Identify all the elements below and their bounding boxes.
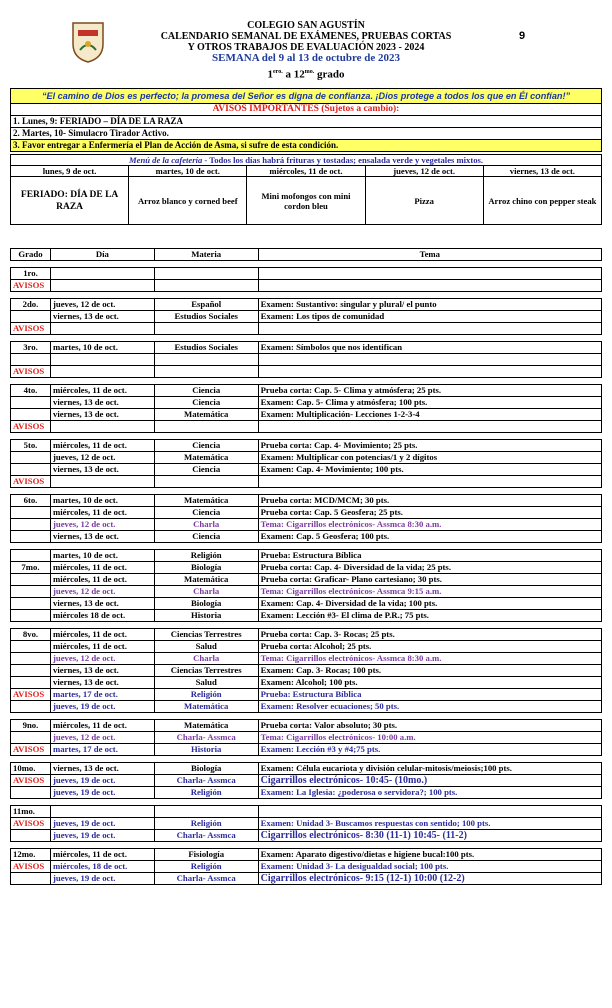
subject-cell: Ciencia bbox=[154, 440, 258, 452]
subject-cell: Charla- Assmca bbox=[154, 873, 258, 885]
school-name: COLEGIO SAN AGUSTÍN bbox=[247, 20, 365, 31]
day-cell bbox=[50, 354, 154, 366]
scripture-quote: “El camino de Dios es perfecto; la promesa del Señor es digna de confianza. ¡Dios protege a todos los que en Él confían!” bbox=[10, 88, 602, 104]
topic-cell: Examen: Cap. 5- Clima y atmósfera; 100 pts. bbox=[258, 397, 601, 409]
topic-cell bbox=[258, 323, 601, 335]
subject-cell: Charla bbox=[154, 653, 258, 665]
topic-cell: Examen: La Iglesia: ¿poderosa o servidora?; 100 pts. bbox=[258, 787, 601, 799]
grade-label bbox=[11, 531, 51, 543]
menu-day: viernes, 13 de oct. bbox=[483, 166, 601, 177]
avisos-label: AVISOS bbox=[11, 775, 51, 787]
topic-cell: Examen: Resolver ecuaciones; 50 pts. bbox=[258, 701, 601, 713]
header-grade-range: $1^{ero.}$ a $12^{mo.}$ grado bbox=[267, 68, 345, 81]
grade-label bbox=[11, 464, 51, 476]
exam-schedule-table bbox=[10, 248, 602, 885]
topic-cell: Examen: Unidad 3- Buscamos respuestas con sentido; 100 pts. bbox=[258, 818, 601, 830]
avisos-label: AVISOS bbox=[11, 280, 51, 292]
day-cell: martes, 17 de oct. bbox=[50, 744, 154, 756]
grade-label bbox=[11, 641, 51, 653]
subject-cell: Biología bbox=[154, 562, 258, 574]
day-cell: miércoles, 11 de oct. bbox=[50, 849, 154, 861]
subject-cell: Charla- Assmca bbox=[154, 830, 258, 842]
column-header: Día bbox=[50, 249, 154, 261]
day-cell: viernes, 13 de oct. bbox=[50, 409, 154, 421]
subject-cell: Charla- Assmca bbox=[154, 775, 258, 787]
day-cell: viernes, 13 de oct. bbox=[50, 598, 154, 610]
grade-label bbox=[11, 598, 51, 610]
row-spacer bbox=[11, 488, 602, 495]
row-spacer bbox=[11, 378, 602, 385]
subject-cell bbox=[154, 354, 258, 366]
row-spacer bbox=[11, 713, 602, 720]
topic-cell: Examen: Cap. 4- Diversidad de la vida; 100 pts. bbox=[258, 598, 601, 610]
row-spacer bbox=[11, 261, 602, 268]
subject-cell: Religión bbox=[154, 787, 258, 799]
topic-cell: Examen: Símbolos que nos identifican bbox=[258, 342, 601, 354]
day-cell: martes, 10 de oct. bbox=[50, 550, 154, 562]
grade-label: 5to. bbox=[11, 440, 51, 452]
topic-cell: Examen: Cap. 5 Geosfera; 100 pts. bbox=[258, 531, 601, 543]
grade-label: 9no. bbox=[11, 720, 51, 732]
day-cell: jueves, 19 de oct. bbox=[50, 818, 154, 830]
grade-label bbox=[11, 787, 51, 799]
header-line-2: Y OTROS TRABAJOS DE EVALUACIÓN 2023 - 2024 bbox=[187, 42, 425, 53]
topic-cell: Tema: Cigarrillos electrónicos- Assmca 8:30 a.m. bbox=[258, 653, 601, 665]
row-spacer bbox=[11, 335, 602, 342]
subject-cell: Ciencia bbox=[154, 385, 258, 397]
grade-label: 4to. bbox=[11, 385, 51, 397]
topic-cell bbox=[258, 354, 601, 366]
topic-cell: Examen: Los tipos de comunidad bbox=[258, 311, 601, 323]
subject-cell bbox=[154, 323, 258, 335]
row-spacer bbox=[11, 756, 602, 763]
grade-label bbox=[11, 677, 51, 689]
subject-cell: Matemática bbox=[154, 409, 258, 421]
grade-label bbox=[11, 653, 51, 665]
subject-cell: Matemática bbox=[154, 495, 258, 507]
topic-cell: Examen: Sustantivo: singular y plural/ el punto bbox=[258, 299, 601, 311]
day-cell: jueves, 12 de oct. bbox=[50, 452, 154, 464]
grade-label bbox=[11, 665, 51, 677]
subject-cell: Matemática bbox=[154, 701, 258, 713]
topic-cell: Examen: Multiplicar con potencias/1 y 2 dígitos bbox=[258, 452, 601, 464]
subject-cell bbox=[154, 280, 258, 292]
avisos-label: AVISOS bbox=[11, 421, 51, 433]
topic-cell: Examen: Lección #3 y #4;75 pts. bbox=[258, 744, 601, 756]
subject-cell: Charla bbox=[154, 519, 258, 531]
grade-label bbox=[11, 452, 51, 464]
day-cell: jueves, 12 de oct. bbox=[50, 732, 154, 744]
subject-cell: Estudios Sociales bbox=[154, 342, 258, 354]
subject-cell: Ciencias Terrestres bbox=[154, 665, 258, 677]
avisos-label: AVISOS bbox=[11, 689, 51, 701]
subject-cell: Biología bbox=[154, 598, 258, 610]
grade-label: 1ro. bbox=[11, 268, 51, 280]
day-cell: viernes, 13 de oct. bbox=[50, 311, 154, 323]
grade-label bbox=[11, 873, 51, 885]
day-cell: martes, 10 de oct. bbox=[50, 342, 154, 354]
topic-cell: Examen: Alcohol; 100 pts. bbox=[258, 677, 601, 689]
day-cell: jueves, 12 de oct. bbox=[50, 519, 154, 531]
subject-cell: Historia bbox=[154, 744, 258, 756]
day-cell: viernes, 13 de oct. bbox=[50, 665, 154, 677]
day-cell: jueves, 19 de oct. bbox=[50, 775, 154, 787]
subject-cell: Español bbox=[154, 299, 258, 311]
topic-cell: Tema: Cigarrillos electrónicos- Assmca 9:15 a.m. bbox=[258, 586, 601, 598]
subject-cell bbox=[154, 421, 258, 433]
topic-cell: Cigarrillos electrónicos- 8:30 (11-1) 10:45- (11-2) bbox=[258, 830, 601, 842]
grade-label bbox=[11, 574, 51, 586]
subject-cell: Matemática bbox=[154, 720, 258, 732]
grade-label bbox=[11, 830, 51, 842]
day-cell bbox=[50, 806, 154, 818]
day-cell: viernes, 13 de oct. bbox=[50, 464, 154, 476]
topic-cell bbox=[258, 268, 601, 280]
day-cell bbox=[50, 366, 154, 378]
column-header: Materia bbox=[154, 249, 258, 261]
avisos-label: AVISOS bbox=[11, 323, 51, 335]
grade-label bbox=[11, 354, 51, 366]
topic-cell: Prueba corta: Graficar- Plano cartesiano; 30 pts. bbox=[258, 574, 601, 586]
menu-meal: Arroz chino con pepper steak bbox=[483, 177, 601, 225]
topic-cell: Examen: Cap. 3- Rocas; 100 pts. bbox=[258, 665, 601, 677]
column-header: Tema bbox=[258, 249, 601, 261]
aviso-item: 3. Favor entregar a Enfermería el Plan de Acción de Asma, si sufre de esta condición. bbox=[11, 140, 602, 152]
topic-cell bbox=[258, 421, 601, 433]
topic-cell: Tema: Cigarrillos electrónicos- 10:00 a.m. bbox=[258, 732, 601, 744]
subject-cell: Matemática bbox=[154, 452, 258, 464]
grade-label bbox=[11, 311, 51, 323]
day-cell bbox=[50, 476, 154, 488]
grade-label bbox=[11, 519, 51, 531]
topic-cell: Examen: Lección #3- El clima de P.R.; 75 pts. bbox=[258, 610, 601, 622]
grade-label: 2do. bbox=[11, 299, 51, 311]
day-cell: miércoles, 11 de oct. bbox=[50, 720, 154, 732]
avisos-importantes-title: AVISOS IMPORTANTES (Sujetos a cambio): bbox=[11, 104, 602, 116]
column-header: Grado bbox=[11, 249, 51, 261]
day-cell bbox=[50, 323, 154, 335]
aviso-item: 1. Lunes, 9: FERIADO – DÍA DE LA RAZA bbox=[11, 116, 602, 128]
grade-label bbox=[11, 701, 51, 713]
subject-cell: Charla bbox=[154, 586, 258, 598]
day-cell: viernes, 13 de oct. bbox=[50, 763, 154, 775]
menu-day: lunes, 9 de oct. bbox=[11, 166, 129, 177]
topic-cell: Prueba corta: Cap. 5 Geosfera; 25 pts. bbox=[258, 507, 601, 519]
subject-cell: Ciencia bbox=[154, 531, 258, 543]
grade-label: 11mo. bbox=[11, 806, 51, 818]
day-cell bbox=[50, 421, 154, 433]
grade-label: 10mo. bbox=[11, 763, 51, 775]
row-spacer bbox=[11, 842, 602, 849]
day-cell: miércoles, 11 de oct. bbox=[50, 574, 154, 586]
topic-cell bbox=[258, 806, 601, 818]
subject-cell: Biología bbox=[154, 763, 258, 775]
day-cell: miércoles, 11 de oct. bbox=[50, 562, 154, 574]
day-cell: viernes, 13 de oct. bbox=[50, 397, 154, 409]
page-number: 9 bbox=[519, 30, 526, 42]
subject-cell: Charla- Assmca bbox=[154, 732, 258, 744]
avisos-label: AVISOS bbox=[11, 476, 51, 488]
avisos-label: AVISOS bbox=[11, 744, 51, 756]
day-cell: miércoles, 11 de oct. bbox=[50, 629, 154, 641]
day-cell: miércoles, 11 de oct. bbox=[50, 440, 154, 452]
day-cell: miércoles, 18 de oct. bbox=[50, 861, 154, 873]
subject-cell: Salud bbox=[154, 677, 258, 689]
day-cell: viernes, 13 de oct. bbox=[50, 677, 154, 689]
document-header bbox=[0, 0, 612, 84]
row-spacer bbox=[11, 799, 602, 806]
avisos-label: AVISOS bbox=[11, 818, 51, 830]
subject-cell: Religión bbox=[154, 818, 258, 830]
day-cell bbox=[50, 268, 154, 280]
topic-cell: Examen: Célula eucariota y división celular-mitosis/meiosis;100 pts. bbox=[258, 763, 601, 775]
subject-cell: Ciencia bbox=[154, 507, 258, 519]
topic-cell: Examen: Aparato digestivo/dietas e higiene bucal:100 pts. bbox=[258, 849, 601, 861]
row-spacer bbox=[11, 543, 602, 550]
day-cell: jueves, 19 de oct. bbox=[50, 830, 154, 842]
menu-title: Menú de la cafetería - Todos los días habrá frituras y tostadas; ensalada verde y vegetales mixtos. bbox=[11, 155, 602, 166]
grade-label: 7mo. bbox=[11, 562, 51, 574]
day-cell: viernes, 13 de oct. bbox=[50, 531, 154, 543]
day-cell: martes, 17 de oct. bbox=[50, 689, 154, 701]
topic-cell: Prueba corta: Alcohol; 25 pts. bbox=[258, 641, 601, 653]
menu-meal: Mini mofongos con mini cordon bleu bbox=[247, 177, 365, 225]
subject-cell: Salud bbox=[154, 641, 258, 653]
menu-day: miércoles, 11 de oct. bbox=[247, 166, 365, 177]
menu-meal: Arroz blanco y corned beef bbox=[129, 177, 247, 225]
day-cell: jueves, 12 de oct. bbox=[50, 299, 154, 311]
avisos-importantes-box bbox=[10, 103, 602, 152]
subject-cell: Religión bbox=[154, 689, 258, 701]
subject-cell: Matemática bbox=[154, 574, 258, 586]
topic-cell: Examen: Cap. 4- Movimiento; 100 pts. bbox=[258, 464, 601, 476]
day-cell: jueves, 19 de oct. bbox=[50, 787, 154, 799]
topic-cell: Prueba corta: MCD/MCM; 30 pts. bbox=[258, 495, 601, 507]
topic-cell: Prueba corta: Cap. 3- Rocas; 25 pts. bbox=[258, 629, 601, 641]
topic-cell bbox=[258, 366, 601, 378]
topic-cell: Examen: Unidad 3- La desigualdad social; 100 pts. bbox=[258, 861, 601, 873]
topic-cell: Prueba corta: Cap. 4- Diversidad de la vida; 25 pts. bbox=[258, 562, 601, 574]
subject-cell: Fisiología bbox=[154, 849, 258, 861]
subject-cell: Ciencia bbox=[154, 464, 258, 476]
grade-label bbox=[11, 409, 51, 421]
topic-cell: Cigarrillos electrónicos- 10:45- (10mo.) bbox=[258, 775, 601, 787]
grade-label: 8vo. bbox=[11, 629, 51, 641]
subject-cell: Ciencias Terrestres bbox=[154, 629, 258, 641]
topic-cell: Prueba: Estructura Bíblica bbox=[258, 689, 601, 701]
day-cell: miércoles, 11 de oct. bbox=[50, 507, 154, 519]
subject-cell: Historia bbox=[154, 610, 258, 622]
menu-meal: Pizza bbox=[365, 177, 483, 225]
subject-cell: Ciencia bbox=[154, 397, 258, 409]
grade-label bbox=[11, 507, 51, 519]
grade-label bbox=[11, 732, 51, 744]
subject-cell: Religión bbox=[154, 550, 258, 562]
day-cell: martes, 10 de oct. bbox=[50, 495, 154, 507]
aviso-item: 2. Martes, 10- Simulacro Tirador Activo. bbox=[11, 128, 602, 140]
day-cell: jueves, 19 de oct. bbox=[50, 701, 154, 713]
menu-day: jueves, 12 de oct. bbox=[365, 166, 483, 177]
grade-label: 12mo. bbox=[11, 849, 51, 861]
day-cell bbox=[50, 280, 154, 292]
day-cell: jueves, 19 de oct. bbox=[50, 873, 154, 885]
topic-cell: Prueba: Estructura Bíblica bbox=[258, 550, 601, 562]
menu-day: martes, 10 de oct. bbox=[129, 166, 247, 177]
header-week: SEMANA del 9 al 13 de octubre de 2023 bbox=[211, 52, 401, 64]
topic-cell bbox=[258, 280, 601, 292]
cafeteria-menu bbox=[10, 154, 602, 225]
row-spacer bbox=[11, 622, 602, 629]
row-spacer bbox=[11, 292, 602, 299]
day-cell: miércoles, 11 de oct. bbox=[50, 641, 154, 653]
topic-cell: Examen: Multiplicación- Lecciones 1-2-3-4 bbox=[258, 409, 601, 421]
grade-label bbox=[11, 397, 51, 409]
topic-cell: Prueba corta: Cap. 5- Clima y atmósfera; 25 pts. bbox=[258, 385, 601, 397]
topic-cell: Cigarrillos electrónicos- 9:15 (12-1) 10:00 (12-2) bbox=[258, 873, 601, 885]
topic-cell bbox=[258, 476, 601, 488]
menu-meal: FERIADO: DÍA DE LA RAZA bbox=[11, 177, 129, 225]
day-cell: miércoles 18 de oct. bbox=[50, 610, 154, 622]
row-spacer bbox=[11, 433, 602, 440]
avisos-label: AVISOS bbox=[11, 366, 51, 378]
topic-cell: Tema: Cigarrillos electrónicos- Assmca 8:30 a.m. bbox=[258, 519, 601, 531]
topic-cell: Prueba corta: Cap. 4- Movimiento; 25 pts. bbox=[258, 440, 601, 452]
grade-label bbox=[11, 610, 51, 622]
subject-cell bbox=[154, 268, 258, 280]
grade-label bbox=[11, 550, 51, 562]
subject-cell: Religión bbox=[154, 861, 258, 873]
subject-cell: Estudios Sociales bbox=[154, 311, 258, 323]
topic-cell: Prueba corta: Valor absoluto; 30 pts. bbox=[258, 720, 601, 732]
grade-label: 6to. bbox=[11, 495, 51, 507]
day-cell: jueves, 12 de oct. bbox=[50, 653, 154, 665]
subject-cell bbox=[154, 476, 258, 488]
grade-label bbox=[11, 586, 51, 598]
subject-cell bbox=[154, 366, 258, 378]
day-cell: miércoles, 11 de oct. bbox=[50, 385, 154, 397]
grade-label: 3ro. bbox=[11, 342, 51, 354]
day-cell: jueves, 12 de oct. bbox=[50, 586, 154, 598]
header-line-1: CALENDARIO SEMANAL DE EXÁMENES, PRUEBAS CORTAS bbox=[160, 31, 452, 42]
avisos-label: AVISOS bbox=[11, 861, 51, 873]
subject-cell bbox=[154, 806, 258, 818]
